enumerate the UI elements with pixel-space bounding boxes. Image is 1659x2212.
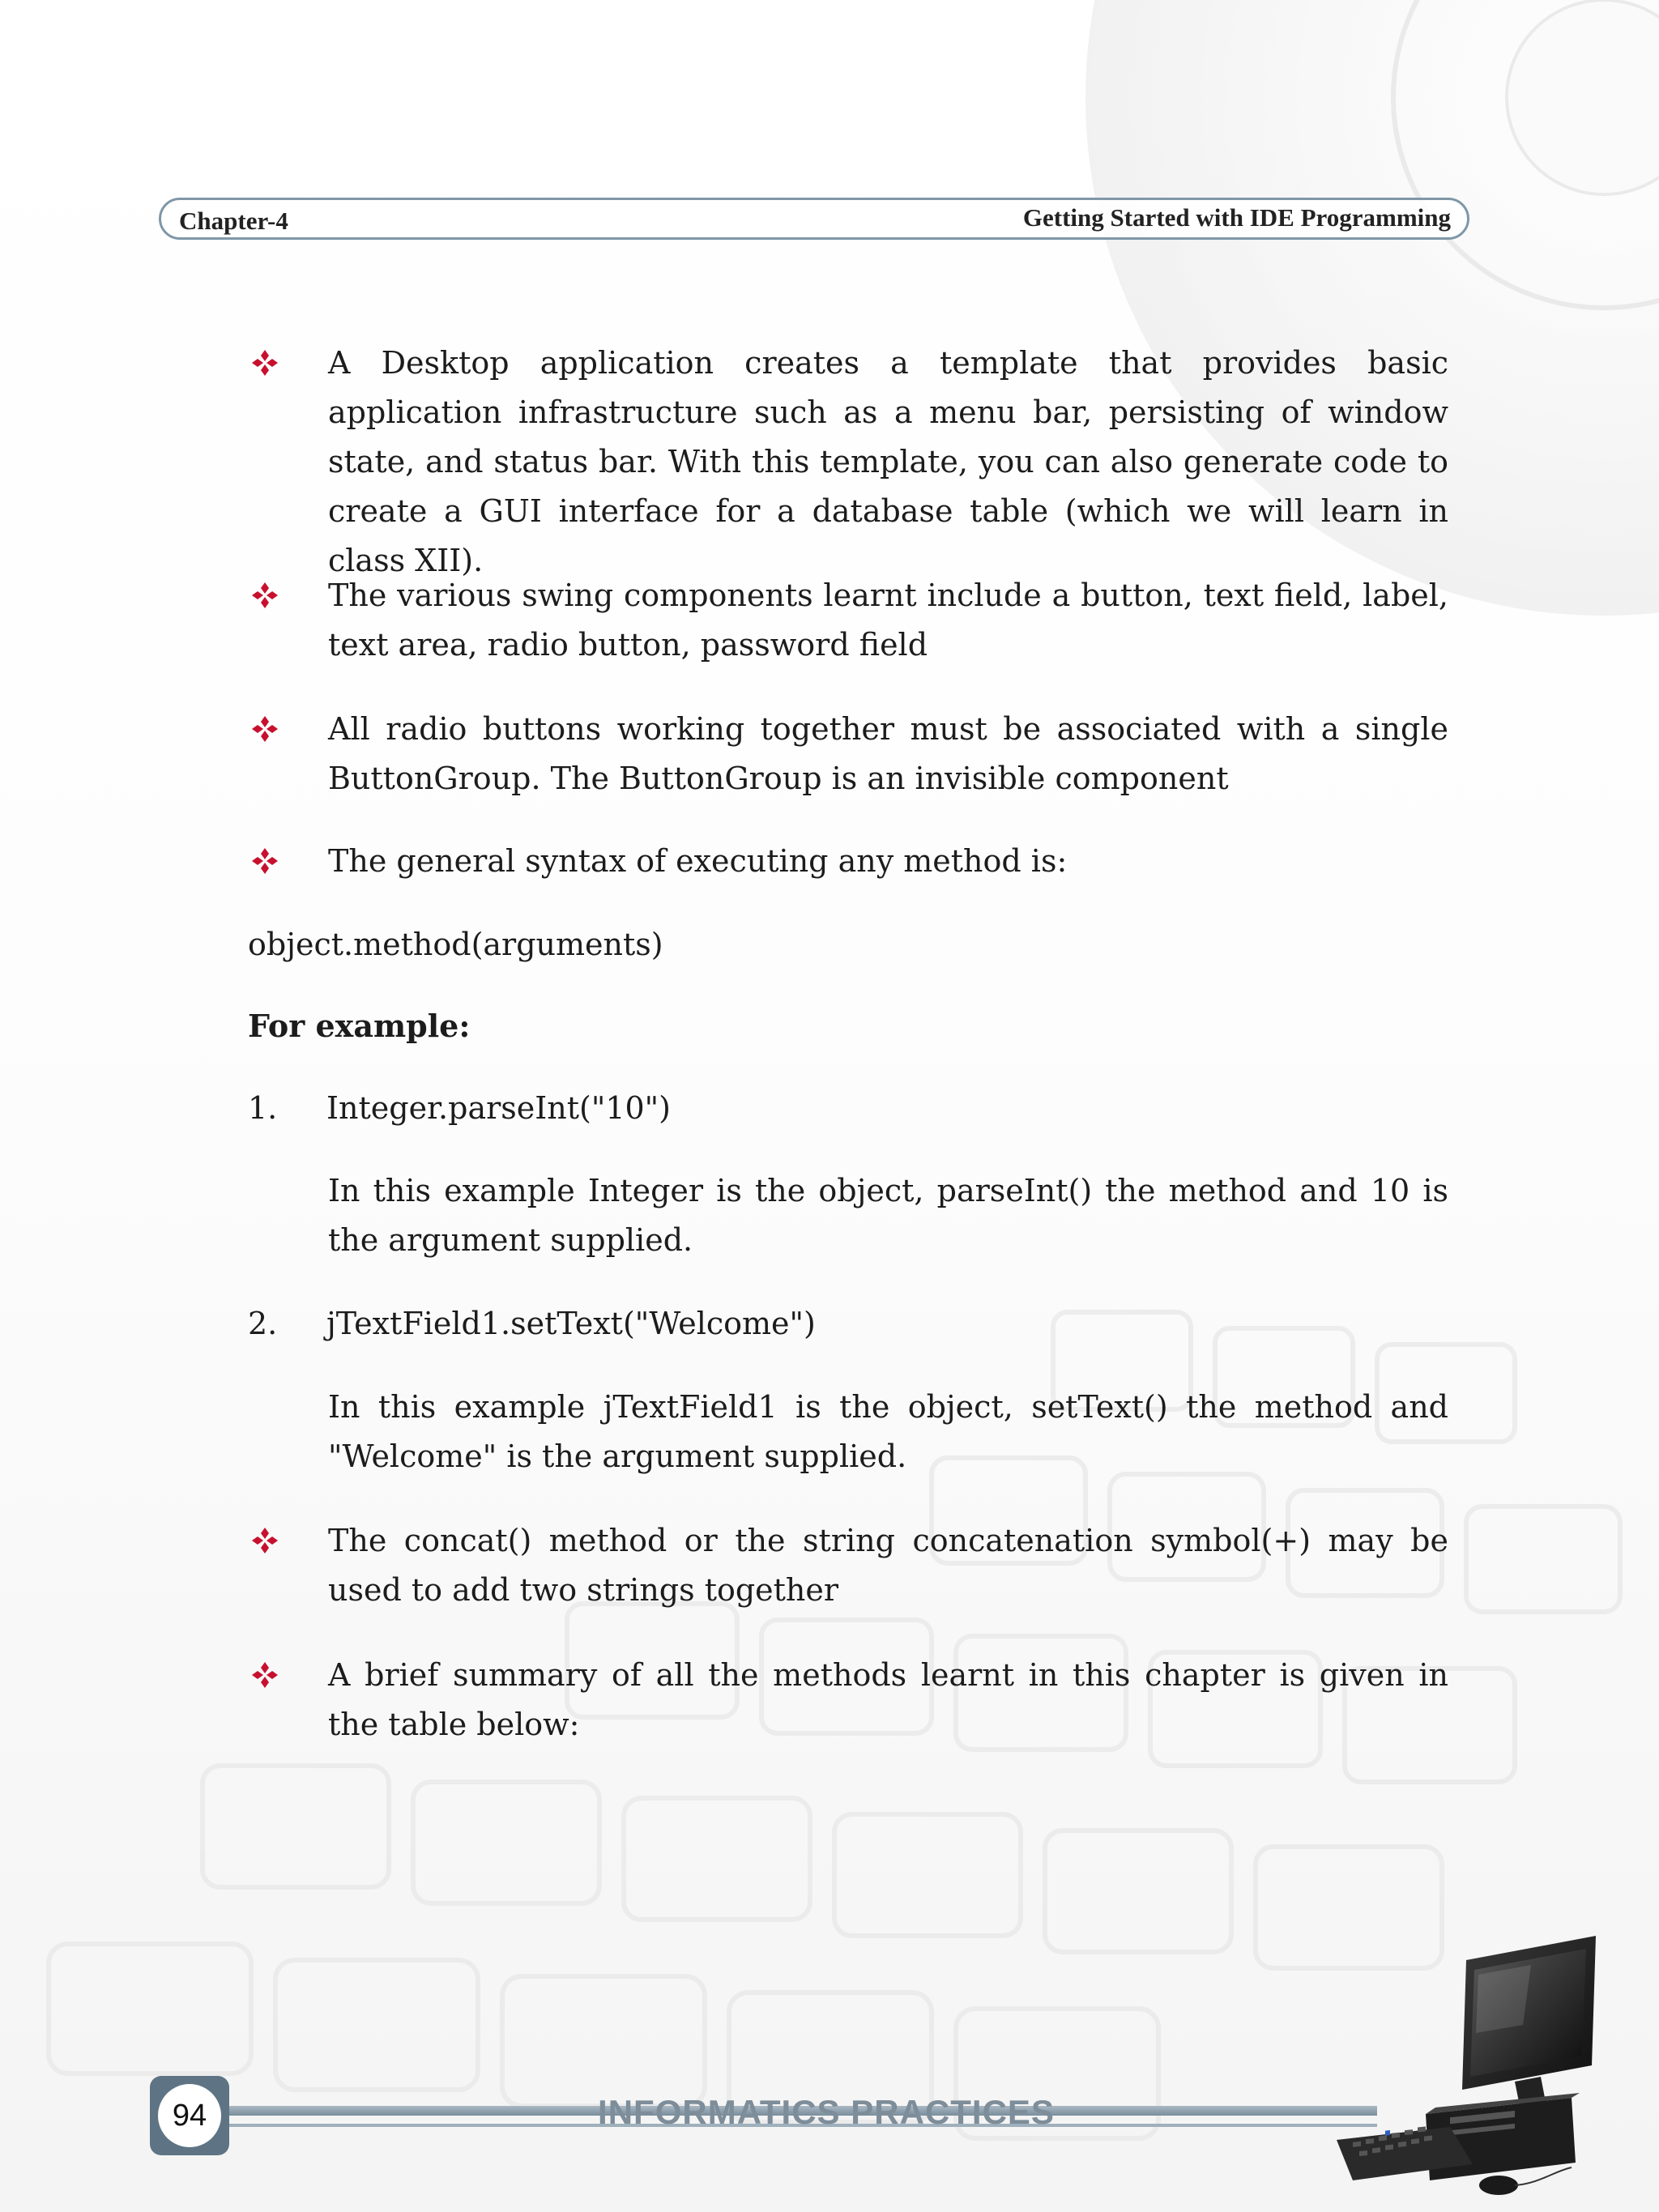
bullet-desktop-application: A Desktop application creates a template that provides basic application infrastructure such as a menu bar, persisting of window state, and status bar. With this template, you can also generate code to create a GUI interface for a database table (which we will learn in class XII). xyxy=(328,345,1448,578)
example-code: jTextField1.setText("Welcome") xyxy=(326,1306,816,1341)
four-diamond-bullet-icon xyxy=(250,581,279,610)
bullet-swing-components: The various swing components learnt include a button, text field, label, text area, radio button, password field xyxy=(328,578,1448,663)
example-explanation: In this example Integer is the object, parseInt() the method and 10 is the argument supplied. xyxy=(328,1173,1448,1258)
example-heading: For example: xyxy=(248,1008,471,1044)
desktop-computer-icon xyxy=(1328,1928,1604,2203)
example-code: Integer.parseInt("10") xyxy=(326,1090,671,1126)
example-number: 1. xyxy=(248,1090,278,1126)
chapter-label: Chapter-4 xyxy=(179,207,288,235)
bullet-methods-summary: A brief summary of all the methods learnt in this chapter is given in the table below: xyxy=(328,1657,1448,1742)
syntax-line: object.method(arguments) xyxy=(248,927,663,962)
four-diamond-bullet-icon xyxy=(250,714,279,744)
footer-book-title: INFORMATICS PRACTICES xyxy=(598,2093,1055,2131)
page-number: 94 xyxy=(158,2084,221,2147)
chapter-title: Getting Started with IDE Programming xyxy=(1022,203,1451,232)
four-diamond-bullet-icon xyxy=(250,846,279,876)
four-diamond-bullet-icon xyxy=(250,1526,279,1555)
example-number: 2. xyxy=(248,1306,278,1341)
bullet-method-syntax: The general syntax of executing any method is: xyxy=(328,843,1068,879)
four-diamond-bullet-icon xyxy=(250,1660,279,1690)
bullet-radio-buttons: All radio buttons working together must be associated with a single ButtonGroup. The ButtonGroup is an invisible component xyxy=(328,711,1448,796)
bullet-concat-method: The concat() method or the string concatenation symbol(+) may be used to add two strings together xyxy=(328,1523,1448,1608)
four-diamond-bullet-icon xyxy=(250,348,279,377)
chapter-header-bar xyxy=(159,198,1469,240)
example-explanation: In this example jTextField1 is the object, setText() the method and "Welcome" is the argument supplied. xyxy=(328,1389,1448,1474)
